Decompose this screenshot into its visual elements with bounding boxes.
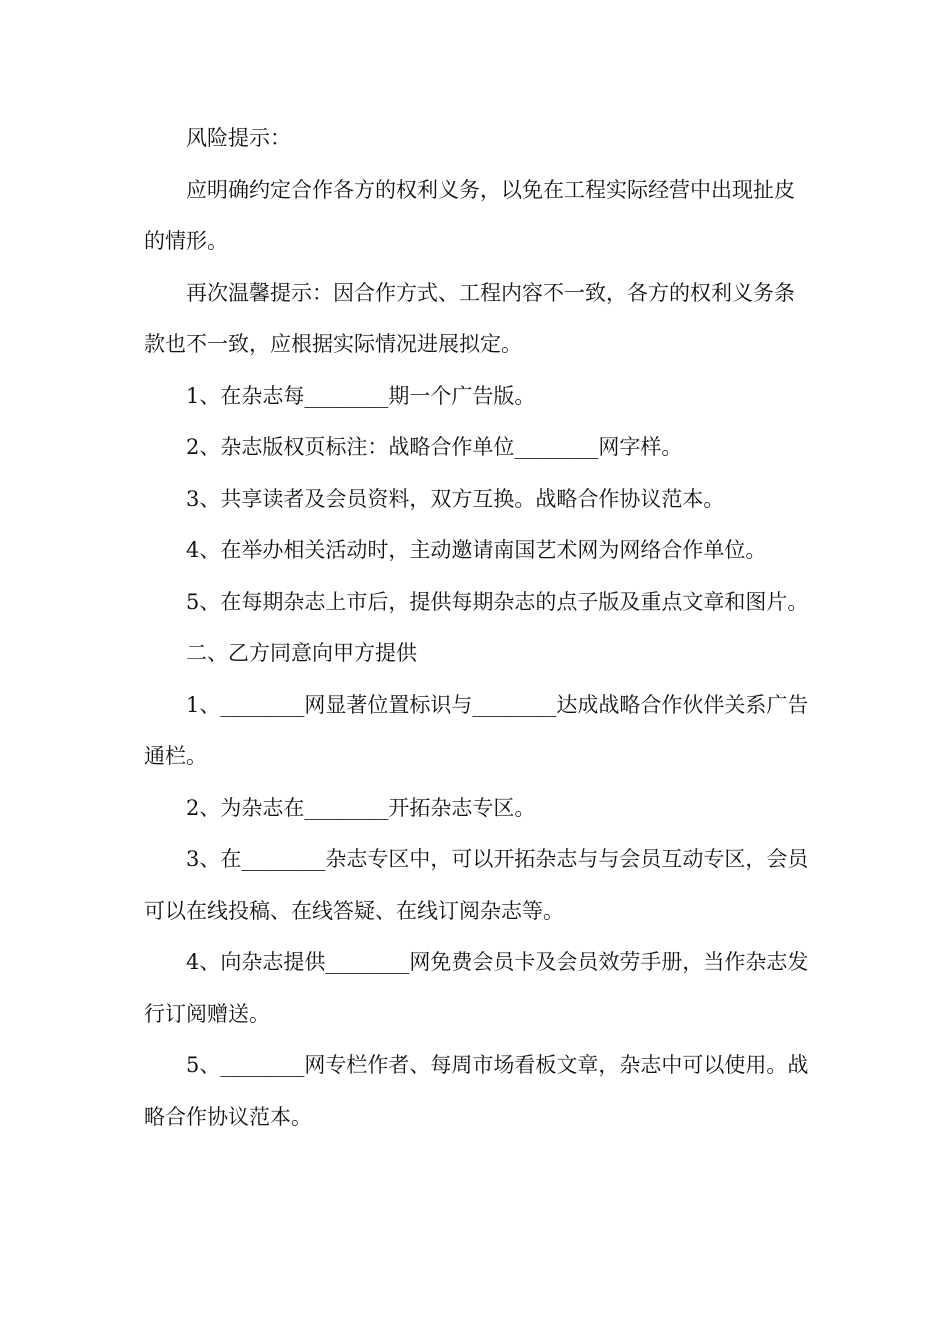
paragraph-b-item-4: 4、向杂志提供________网免费会员卡及会员效劳手册，当作杂志发行订阅赠送。 <box>144 950 809 1026</box>
paragraph-item-3: 3、共享读者及会员资料，双方互换。战略合作协议范本。 <box>186 486 725 511</box>
paragraph-b-item-3: 3、在________杂志专区中，可以开拓杂志与与会员互动专区，会员可以在线投稿、在线答疑、在线订阅杂志等。 <box>144 847 809 923</box>
paragraph-item-4: 4、在举办相关活动时，主动邀请南国艺术网为网络合作单位。 <box>186 538 767 562</box>
paragraph-b-item-5: 5、________网专栏作者、每周市场看板文章，杂志中可以使用。战略合作协议范本。 <box>144 1053 809 1129</box>
paragraph-reminder: 再次温馨提示：因合作方式、工程内容不一致，各方的权利义务条款也不一致，应根据实际情况进展拟定。 <box>144 280 795 356</box>
paragraph-item-2: 2、杂志版权页标注：战略合作单位________网字样。 <box>186 435 683 459</box>
paragraph-b-item-2: 2、为杂志在________开拓杂志专区。 <box>186 795 536 820</box>
paragraph-risk-text: 应明确约定合作各方的权利义务，以免在工程实际经营中出现扯皮的情形。 <box>144 177 795 253</box>
paragraph-risk-heading: 风险提示： <box>186 126 291 150</box>
document-body <box>144 113 814 1143</box>
paragraph-item-1: 1、在杂志每________期一个广告版。 <box>186 383 536 408</box>
paragraph-b-item-1: 1、________网显著位置标识与________达成战略合作伙伴关系广告通栏。 <box>144 692 809 768</box>
paragraph-item-5: 5、在每期杂志上市后，提供每期杂志的点子版及重点文章和图片。 <box>186 589 809 614</box>
section-heading-party-b: 二、乙方同意向甲方提供 <box>186 641 417 665</box>
